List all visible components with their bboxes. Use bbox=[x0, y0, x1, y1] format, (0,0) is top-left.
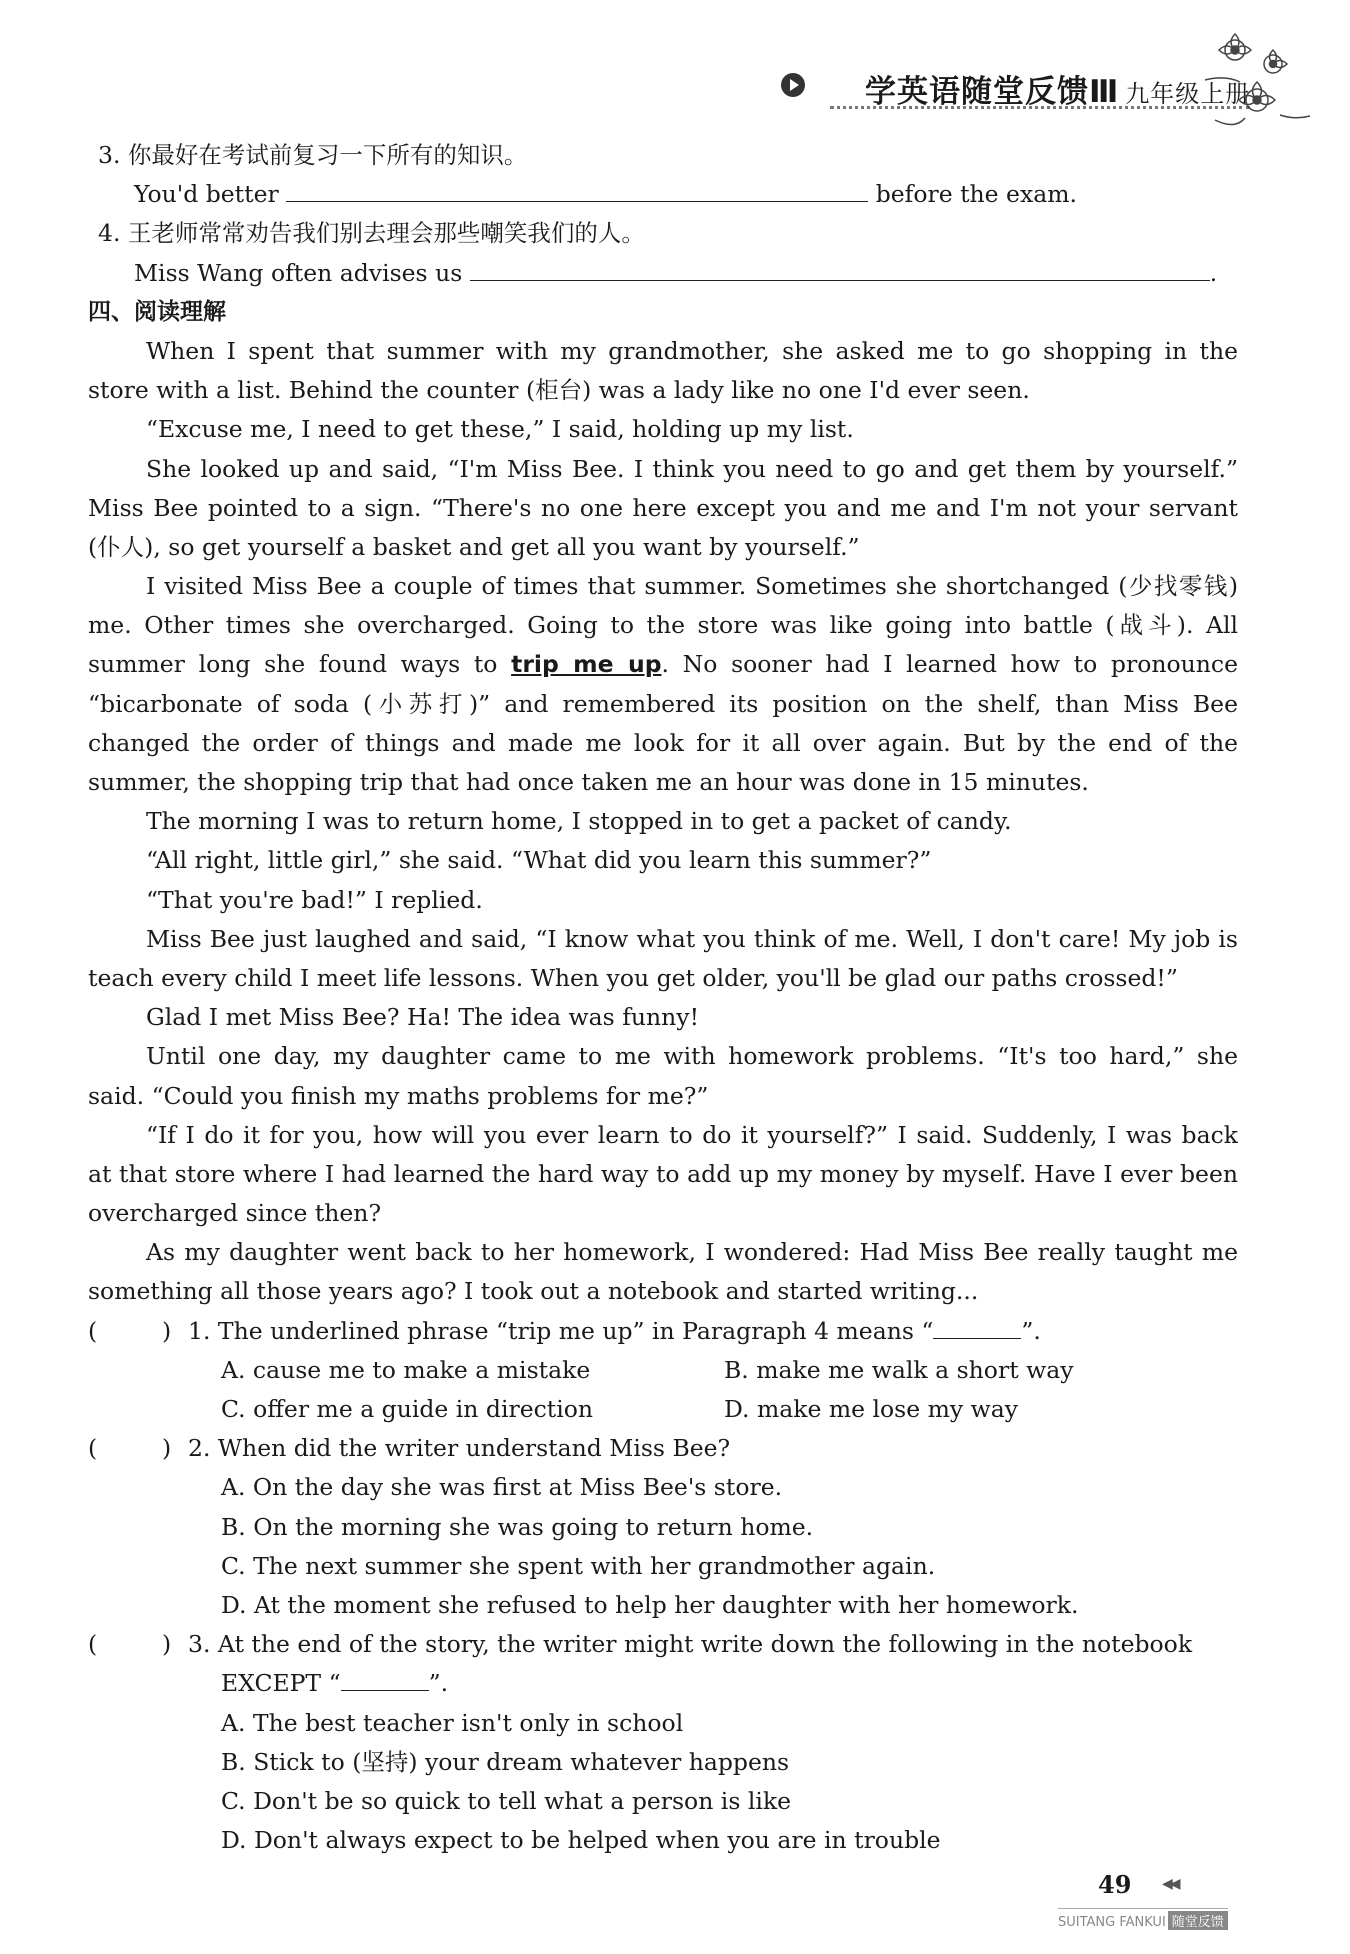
passage-line: As my daughter went back to her homework, I wondered: Had Miss Bee really taught me bbox=[146, 1238, 1238, 1267]
page-header bbox=[770, 58, 1251, 110]
answer-paren-close[interactable]: ) bbox=[162, 1434, 172, 1463]
underlined-phrase: trip me up bbox=[511, 650, 662, 679]
option-c[interactable]: C. offer me a guide in direction bbox=[221, 1395, 594, 1423]
answer-blank-q1[interactable] bbox=[933, 1314, 1021, 1339]
translation-item-4-english: Miss Wang often advises us . bbox=[88, 254, 1238, 293]
page-number: 49 bbox=[1098, 1870, 1132, 1899]
brand-text: SUITANG FANKUI bbox=[1058, 1915, 1166, 1930]
option-c[interactable]: C. The next summer she spent with her grandmother again. bbox=[221, 1551, 936, 1580]
passage-line: The morning I was to return home, I stopped in to get a packet of candy. bbox=[146, 807, 1012, 836]
passage-line: I visited Miss Bee a couple of times that summer. Sometimes she shortchanged (少找零钱) bbox=[146, 572, 1238, 601]
passage-line: “bicarbonate of soda (小苏打)” and remembered its position on the shelf, than Miss Bee bbox=[88, 689, 1238, 718]
passage-line: said. “Could you finish my maths problems for me?” bbox=[88, 1081, 709, 1110]
question-text: 1. The underlined phrase “trip me up” in Paragraph 4 means “ ”. bbox=[188, 1312, 1238, 1351]
passage-line: store with a list. Behind the counter (柜台) was a lady like no one I'd ever seen. bbox=[88, 376, 1030, 405]
passage-line: overcharged since then? bbox=[88, 1199, 382, 1228]
question-3-continued: EXCEPT “ ”. bbox=[88, 1664, 1238, 1703]
option-c[interactable]: C. Don't be so quick to tell what a person is like bbox=[221, 1786, 792, 1815]
option-b[interactable]: B. Stick to (坚持) your dream whatever happens bbox=[221, 1747, 790, 1776]
question-1-options-cd bbox=[88, 1390, 1238, 1429]
passage-line: changed the order of things and made me look for it all over again. But by the end of the bbox=[88, 728, 1238, 757]
passage-line: When I spent that summer with my grandmother, she asked me to go shopping in the bbox=[146, 336, 1238, 365]
answer-paren-close[interactable]: ) bbox=[162, 1316, 172, 1345]
question-2 bbox=[88, 1429, 1238, 1468]
series-name: 学英语随堂反馈Ⅲ bbox=[865, 74, 1120, 110]
header-divider bbox=[830, 106, 1250, 109]
passage-line: Until one day, my daughter came to me with homework problems. “It's too hard,” she bbox=[146, 1042, 1238, 1071]
footer-brand bbox=[1058, 1908, 1228, 1930]
passage-line: “All right, little girl,” she said. “What did you learn this summer?” bbox=[146, 846, 932, 875]
option-d[interactable]: D. make me lose my way bbox=[724, 1395, 1019, 1423]
answer-paren-open[interactable]: ( bbox=[88, 1630, 98, 1659]
flower-decoration-icon bbox=[1195, 20, 1315, 140]
passage-line: “Excuse me, I need to get these,” I said, holding up my list. bbox=[146, 415, 854, 444]
passage-line: (仆人), so get yourself a basket and get all you want by yourself.” bbox=[88, 532, 860, 561]
passage-line: Glad I met Miss Bee? Ha! The idea was funny! bbox=[146, 1003, 700, 1032]
question-3 bbox=[88, 1625, 1238, 1664]
passage-line: She looked up and said, “I'm Miss Bee. I think you need to go and get them by yourself.” bbox=[146, 454, 1238, 483]
answer-paren-open[interactable]: ( bbox=[88, 1434, 98, 1463]
answer-blank-4[interactable] bbox=[470, 256, 1210, 281]
option-d[interactable]: D. At the moment she refused to help her daughter with her homework. bbox=[221, 1590, 1079, 1619]
answer-blank-q3[interactable] bbox=[341, 1666, 429, 1691]
option-d[interactable]: D. Don't always expect to be helped when you are in trouble bbox=[221, 1826, 941, 1855]
passage-line: Miss Bee pointed to a sign. “There's no one here except you and me and I'm not your servant bbox=[88, 493, 1238, 522]
passage-line: “If I do it for you, how will you ever learn to do it yourself?” I said. Suddenly, I was back bbox=[146, 1120, 1238, 1149]
page-arrows-icon: ◀◀ bbox=[1162, 1876, 1178, 1892]
passage-line: something all those years ago? I took out a notebook and started writing... bbox=[88, 1277, 979, 1306]
question-1 bbox=[88, 1312, 1238, 1351]
translation-item-3-chinese: 3. 你最好在考试前复习一下所有的知识。 bbox=[98, 141, 528, 169]
passage-line: at that store where I had learned the hard way to add up my money by myself. Have I ever been bbox=[88, 1159, 1238, 1188]
passage-line: teach every child I meet life lessons. When you get older, you'll be glad our paths crossed!” bbox=[88, 963, 1178, 992]
reading-passage bbox=[88, 332, 1238, 1312]
translation-item-3-english: You'd better before the exam. bbox=[88, 175, 1238, 214]
question-1-options-ab bbox=[88, 1351, 1238, 1390]
option-b[interactable]: B. make me walk a short way bbox=[724, 1355, 1074, 1384]
question-text: 3. At the end of the story, the writer might write down the following in the notebook bbox=[188, 1630, 1193, 1659]
passage-line: “That you're bad!” I replied. bbox=[146, 885, 483, 914]
option-a[interactable]: A. On the day she was first at Miss Bee's store. bbox=[221, 1473, 783, 1502]
passage-line: summer long she found ways to trip me up. No sooner had I learned how to pronounce bbox=[88, 650, 1238, 679]
passage-line: summer, the shopping trip that had once taken me an hour was done in 15 minutes. bbox=[88, 768, 1089, 796]
option-a[interactable]: A. The best teacher isn't only in school bbox=[221, 1708, 684, 1737]
passage-line: me. Other times she overcharged. Going to the store was like going into battle (战斗). All bbox=[88, 611, 1238, 640]
brand-badge: 随堂反馈 bbox=[1168, 1911, 1228, 1930]
play-icon bbox=[780, 72, 806, 98]
passage-line: Miss Bee just laughed and said, “I know what you think of me. Well, I don't care! My job is bbox=[146, 924, 1238, 953]
series-title bbox=[865, 66, 1250, 111]
section-heading: 四、阅读理解 bbox=[88, 298, 226, 325]
answer-paren-open[interactable]: ( bbox=[88, 1316, 98, 1345]
answer-paren-close[interactable]: ) bbox=[162, 1630, 172, 1659]
option-b[interactable]: B. On the morning she was going to return home. bbox=[221, 1512, 814, 1541]
question-text: 2. When did the writer understand Miss Bee? bbox=[188, 1434, 731, 1463]
answer-blank-3[interactable] bbox=[286, 177, 868, 202]
option-a[interactable]: A. cause me to make a mistake bbox=[221, 1355, 591, 1384]
worksheet-content bbox=[88, 136, 1238, 1860]
translation-item-4-chinese: 4. 王老师常常劝告我们别去理会那些嘲笑我们的人。 bbox=[98, 219, 645, 248]
grade-label: 九年级上册 bbox=[1125, 80, 1251, 108]
